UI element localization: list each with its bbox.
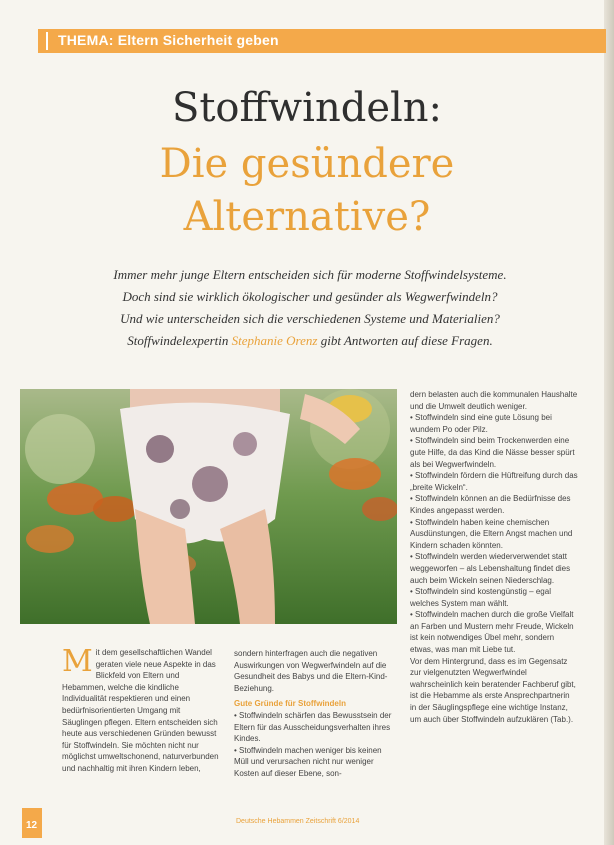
banner-divider — [46, 32, 48, 50]
baby-diaper-photo — [20, 389, 397, 624]
theme-banner — [38, 29, 606, 53]
page-number: 12 — [26, 820, 38, 831]
lead-line3: Und wie unterscheiden sich die verschiedenen Systeme und Materialien? — [120, 311, 500, 326]
column2-text: sondern hinterfragen auch die negativen Auswirkungen von Wegwerfwindeln auf die Gesundheit des Babys und die Eltern-Kind-Beziehung. — [234, 649, 388, 693]
body-column-1 — [62, 644, 222, 775]
article-title-line3: Alternative? — [183, 194, 431, 240]
reason-bullet: • Stoffwindeln sind beim Trockenwerden eine gute Hilfe, da das Kind die Nässe besser spürt als bei Wegwerfwindeln. — [410, 436, 575, 469]
author-name: Stephanie Orenz — [231, 333, 318, 348]
reason-bullet: • Stoffwindeln sind kostengünstig – egal welches System man wählt. — [410, 587, 551, 608]
body-column-3 — [410, 389, 578, 725]
reason-bullet: • Stoffwindeln machen durch die große Vielfalt an Farben und Mustern mehr Freude, Wickeln ist kein notwendiges Übel mehr, sondern etwas, was man mit Liebe tut. — [410, 610, 574, 655]
article-title-line2: Die gesündere — [159, 141, 455, 187]
reason-bullet: • Stoffwindeln schärfen das Bewusstsein der Eltern für das Ausscheidungsverhalten ihres Kindes. — [234, 710, 392, 744]
column1-text: it dem gesellschaftlichen Wandel geraten viele neue Aspekte in das Blickfeld von Eltern und Hebammen, welche die kindliche Individualität respektieren und einen bedürfnisorientierten Umgang mit Säuglingen pflegen. Eltern entscheiden sich heute aus verschiedenen Gründen bewusst für Stoffwindeln. Sie möchten nicht nur möglichst umweltschonend, naturverbunden und nachhaltig mit ihren Kindern leben, — [62, 648, 219, 773]
article-lead — [60, 264, 560, 352]
page-number-tab — [22, 808, 42, 838]
column3-paragraph: Vor dem Hintergrund, dass es im Gegensatz zur vielgenutzten Wegwerfwindel wahrscheinlich kein beratender Fachberuf gibt, ist die Hebamme als erste Ansprechpartnerin in der Säuglingspflege eine wichtige Instanz, um auch über Stoffwindeln aufzuklären (Tab.). — [410, 656, 576, 724]
subheading-reasons: Gute Gründe für Stoffwindeln — [234, 699, 346, 709]
column3-paragraph: dern belasten auch die kommunalen Haushalte und die Umwelt deutlich weniger. — [410, 390, 578, 411]
lead-line4 — [60, 330, 560, 352]
lead-line2: Doch sind sie wirklich ökologischer und gesünder als Wegwerfwindeln? — [122, 289, 498, 304]
reason-bullet: • Stoffwindeln haben keine chemischen Ausdünstungen, die Eltern Angst machen und Kindern schaden könnten. — [410, 517, 573, 550]
reason-bullet: • Stoffwindeln können an die Bedürfnisse des Kindes angepasst werden. — [410, 494, 571, 515]
reason-bullet: • Stoffwindeln sind eine gute Lösung bei wundem Po oder Pilz. — [410, 413, 552, 434]
journal-footer: Deutsche Hebammen Zeitschrift 6/2014 — [236, 818, 360, 825]
reason-bullet: • Stoffwindeln fördern die Hüftreifung durch das „breite Wickeln“. — [410, 471, 578, 492]
reason-bullet: • Stoffwindeln werden wiederverwendet statt weggeworfen – als Lebenshaltung findet dies auch beim Wickeln seinen Niederschlag. — [410, 552, 571, 585]
lead-line4-after: gibt Antworten auf diese Fragen. — [320, 333, 493, 348]
lead-line1: Immer mehr junge Eltern entscheiden sich für moderne Stoffwindelsysteme. — [113, 267, 507, 282]
photo-illustration — [20, 389, 397, 624]
article-title-line1: Stoffwindeln: — [171, 85, 443, 131]
body-column-2 — [234, 648, 396, 780]
reason-bullet: • Stoffwindeln machen weniger bis keinen Müll und verursachen nicht nur weniger Kosten auf dieser Ebene, son- — [234, 745, 382, 778]
theme-label: THEMA: Eltern Sicherheit geben — [58, 32, 279, 48]
lead-line4-before: Stoffwindelexpertin — [127, 333, 229, 348]
drop-cap: M — [62, 644, 93, 679]
